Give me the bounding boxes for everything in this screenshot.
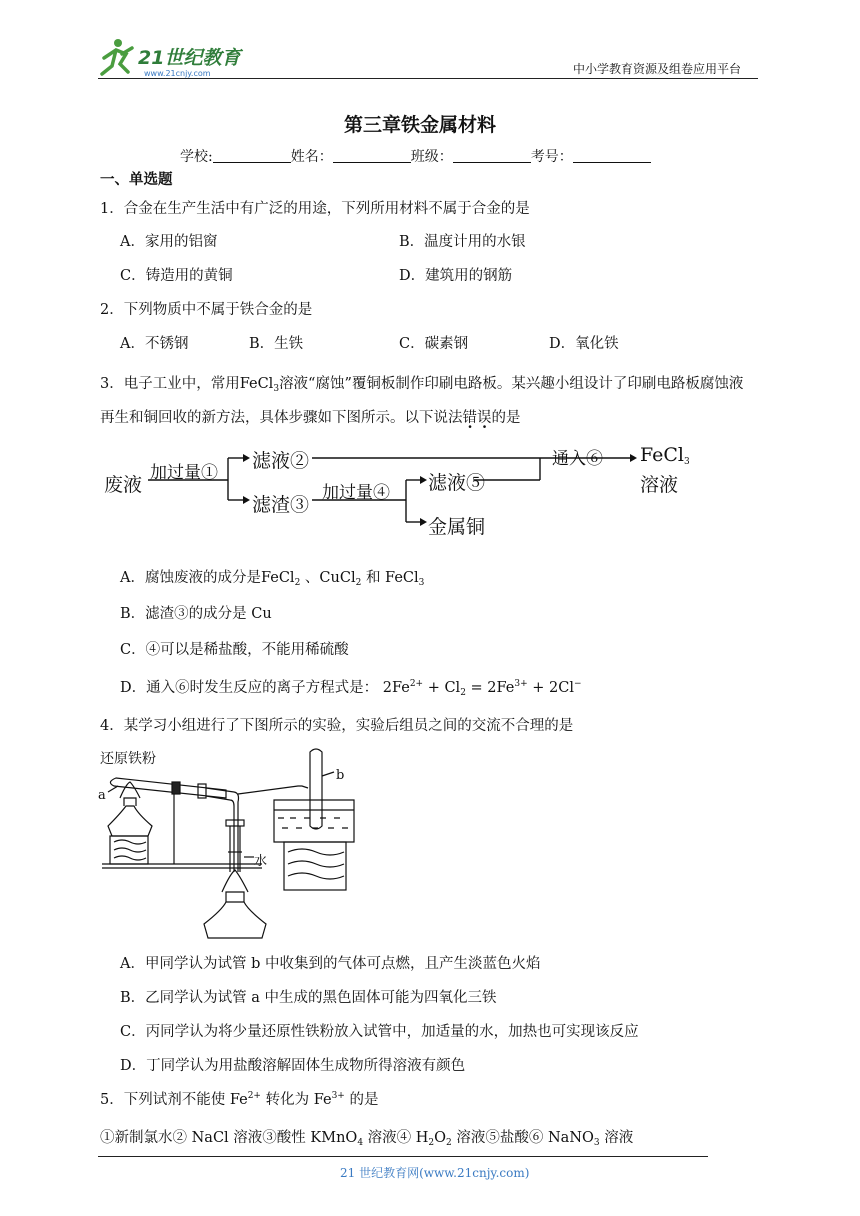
flow-residue3: 滤渣③ [252, 494, 310, 516]
section-heading: 一、单选题 [100, 171, 173, 188]
q3-option-d[interactable]: D．通入⑥时发生反应的离子方程式是： $2Fe^{2+} + Cl_2 = 2Fe^{3+} + 2Cl^-$ [120, 679, 582, 698]
school-field[interactable] [213, 148, 291, 163]
page-title: 第三章铁金属材料 [344, 114, 497, 136]
q1-option-c[interactable]: C．铸造用的黄铜 [120, 268, 233, 284]
flow-product-formula: FeCl$_3$ [640, 444, 690, 467]
student-info-line [180, 146, 651, 166]
flow-waste: 废液 [104, 474, 143, 496]
q5-reagent-list: ①新制氯水② NaCl 溶液③酸性 KMnO$_4$ 溶液④ $H_2O_2$ 溶液⑤盐酸⑥ NaNO$_3$ 溶液 [100, 1130, 634, 1148]
q2-option-d[interactable]: D．氧化铁 [549, 336, 619, 352]
q1-stem: 1．合金在生产生活中有广泛的用途，下列所用材料不属于合金的是 [100, 201, 530, 217]
q1-option-a[interactable]: A．家用的铝窗 [120, 234, 218, 250]
q2-stem: 2．下列物质中不属于铁合金的是 [100, 302, 313, 318]
label-a: a [98, 788, 106, 803]
site-logo [96, 36, 256, 80]
platform-name: 中小学教育资源及组卷应用平台 [573, 62, 742, 76]
flow-filtrate5: 滤液⑤ [428, 472, 486, 494]
fecl3-formula: FeCl$_3$ [239, 376, 280, 394]
exam-no-field[interactable] [573, 148, 651, 163]
q4-stem: 4．某学习小组进行了下图所示的实验，实验后组员之间的交流不合理的是 [100, 718, 574, 734]
class-field[interactable] [453, 148, 531, 163]
q4-option-b[interactable]: B．乙同学认为试管 a 中生成的黑色固体可能为四氧化三铁 [120, 990, 497, 1006]
q1-option-d[interactable]: D．建筑用的钢筋 [399, 268, 513, 284]
name-label: 姓名： [290, 149, 333, 165]
flow-product-label: 溶液 [640, 474, 679, 496]
q4-apparatus-figure [98, 742, 368, 942]
flow-step1: 加过量① [150, 463, 218, 483]
q2-option-a[interactable]: A．不锈钢 [120, 336, 189, 352]
footer-divider [98, 1156, 708, 1157]
exam-no-label: 考号： [530, 149, 573, 165]
label-water: 水 [254, 854, 268, 869]
q4-option-a[interactable]: A．甲同学认为试管 b 中收集到的气体可点燃，且产生淡蓝色火焰 [120, 956, 541, 972]
flow-copper: 金属铜 [428, 516, 486, 538]
flow-step4: 加过量④ [322, 483, 390, 503]
q3-stem-line1: 3．电子工业中，常用FeCl$_3$溶液“腐蚀”覆铜板制作印刷电路板。某兴趣小组设计了印刷电路板腐蚀液 [100, 376, 744, 394]
q4-option-c[interactable]: C．丙同学认为将少量还原性铁粉放入试管中，加适量的水，加热也可实现该反应 [120, 1024, 639, 1040]
q3-option-c[interactable]: C．④可以是稀盐酸，不能用稀硫酸 [120, 642, 349, 658]
class-label: 班级： [410, 149, 453, 165]
emphasis-wrong-1: 错 [462, 410, 477, 426]
flow-step6: 通入⑥ [552, 449, 603, 469]
q3-option-a[interactable]: A．腐蚀废液的成分是FeCl$_2$ 、CuCl$_2$ 和 FeCl$_3$ [120, 570, 425, 588]
q2-option-b[interactable]: B．生铁 [249, 336, 304, 352]
q2-option-c[interactable]: C．碳素钢 [399, 336, 469, 352]
q3-stem-line2: 再生和铜回收的新方法，具体步骤如下图所示。以下说法错误的是 [100, 410, 521, 426]
logo-text: 21世纪教育 [138, 47, 241, 69]
flow-filtrate2: 滤液② [252, 450, 310, 472]
label-iron-powder: 还原铁粉 [100, 751, 156, 767]
footer-text: 21 世纪教育网(www.21cnjy.com) [340, 1166, 530, 1180]
school-label: 学校: [180, 149, 213, 165]
emphasis-wrong-2: 误 [477, 410, 492, 426]
q3-option-b[interactable]: B．滤渣③的成分是 Cu [120, 606, 272, 622]
q3-flow-diagram [100, 440, 700, 544]
header-divider [98, 78, 758, 79]
logo-url: www.21cnjy.com [144, 69, 211, 78]
label-b: b [336, 768, 345, 783]
q4-option-d[interactable]: D．丁同学认为用盐酸溶解固体生成物所得溶液有颜色 [120, 1058, 466, 1074]
q5-stem: 5．下列试剂不能使 $Fe^{2+}$ 转化为 $Fe^{3+}$ 的是 [100, 1091, 379, 1108]
q1-option-b[interactable]: B．温度计用的水银 [399, 234, 526, 250]
name-field[interactable] [333, 148, 411, 163]
